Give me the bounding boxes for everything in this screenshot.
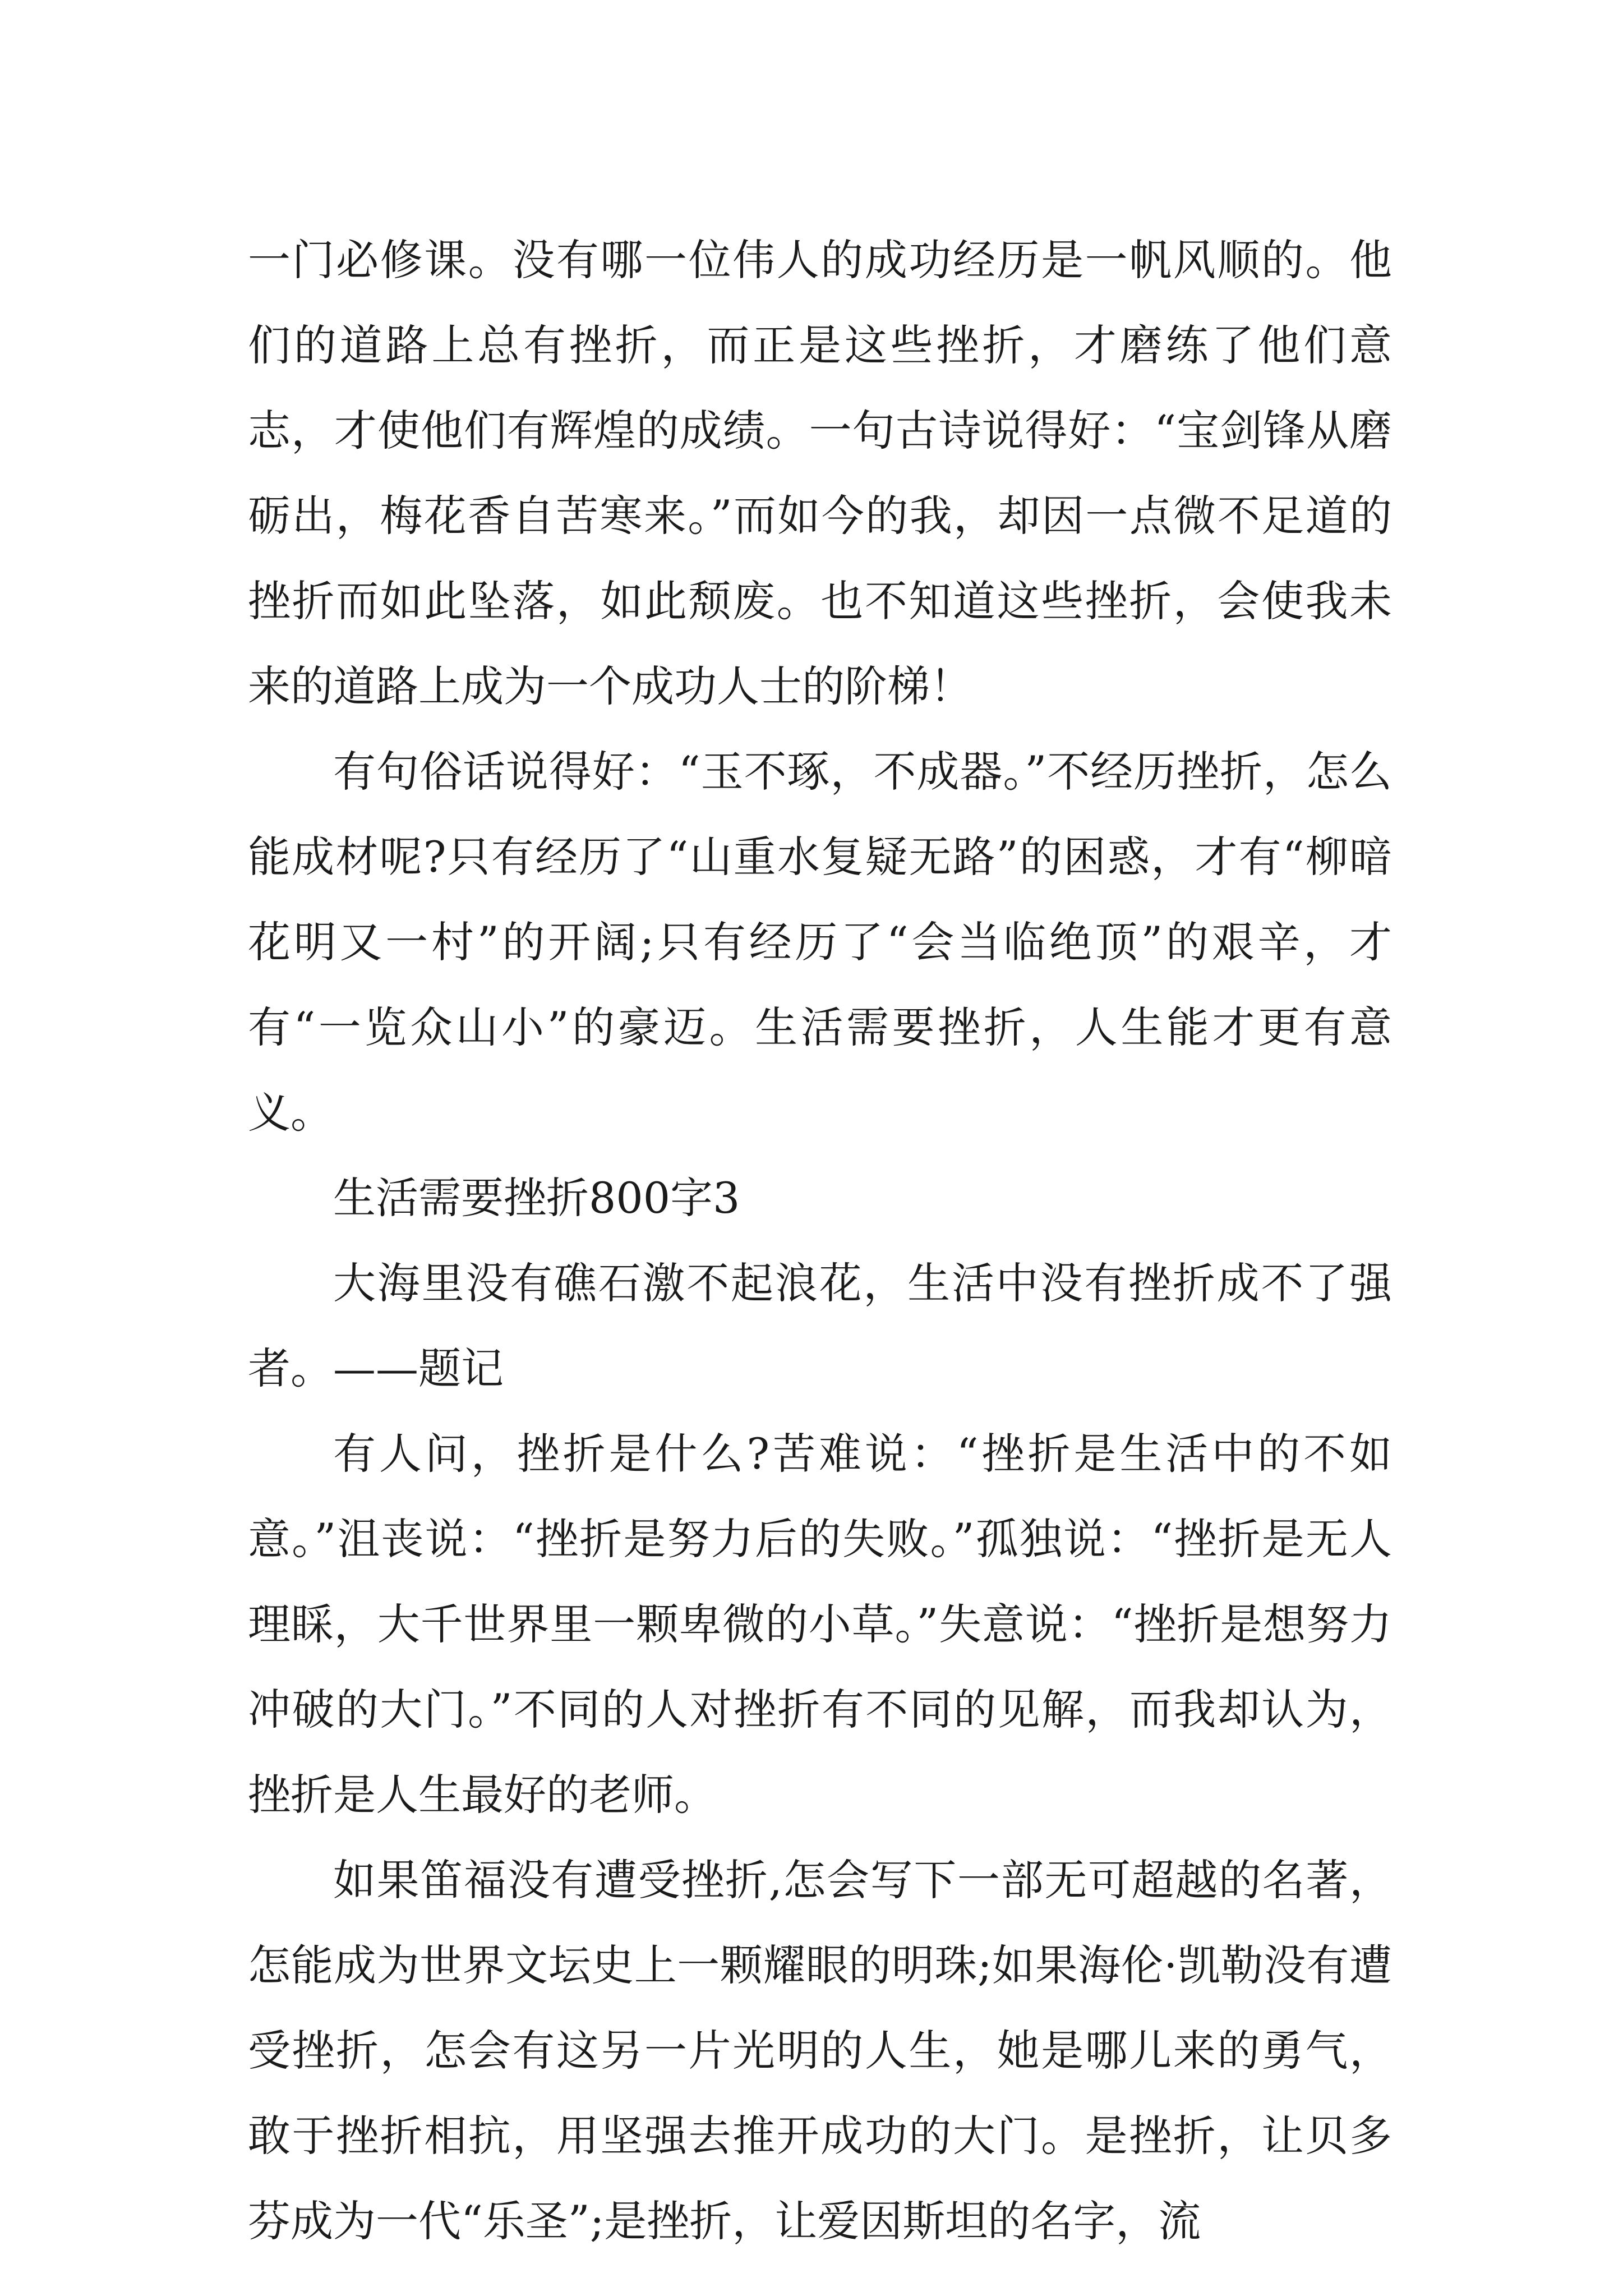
essay-heading: 生活需要挫折800字3 [333,1173,740,1223]
body-text [248,218,1392,2264]
paragraph-epigraph: 大海里没有礁石激不起浪花，生活中没有挫折成不了强者。——题记 [248,1258,1392,1393]
paragraph-examples: 如果笛福没有遭受挫折,怎会写下一部无可超越的名著，怎能成为世界文坛史上一颗耀眼的明珠;如果海伦·凯勒没有遭受挫折，怎会有这另一片光明的人生，她是哪儿来的勇气，敢于挫折相抗，用坚强去推开成功的大门。是挫折，让贝多芬成为一代“乐圣”;是挫折，让爱因斯坦的名字，流 [248,1855,1392,2246]
paragraph-proverb: 有句俗话说得好：“玉不琢，不成器。”不经历挫折，怎么能成材呢?只有经历了“山重水复疑无路”的困惑，才有“柳暗花明又一村”的开阔;只有经历了“会当临绝顶”的艰辛，才有“一览众山小”的豪迈。生活需要挫折，人生能才更有意义。 [248,747,1392,1138]
paragraph-continued: 一门必修课。没有哪一位伟人的成功经历是一帆风顺的。他们的道路上总有挫折，而正是这些挫折，才磨练了他们意志，才使他们有辉煌的成绩。一句古诗说得好：“宝剑锋从磨砺出，梅花香自苦寒来。”而如今的我，却因一点微不足道的挫折而如此坠落，如此颓废。也不知道这些挫折，会使我未来的道路上成为一个成功人士的阶梯！ [248,235,1392,711]
paragraph-what-is-setback: 有人问，挫折是什么?苦难说：“挫折是生活中的不如意。”沮丧说：“挫折是努力后的失败。”孤独说：“挫折是无人理睬，大千世界里一颗卑微的小草。”失意说：“挫折是想努力冲破的大门。”不同的人对挫折有不同的见解，而我却认为，挫折是人生最好的老师。 [248,1429,1392,1820]
